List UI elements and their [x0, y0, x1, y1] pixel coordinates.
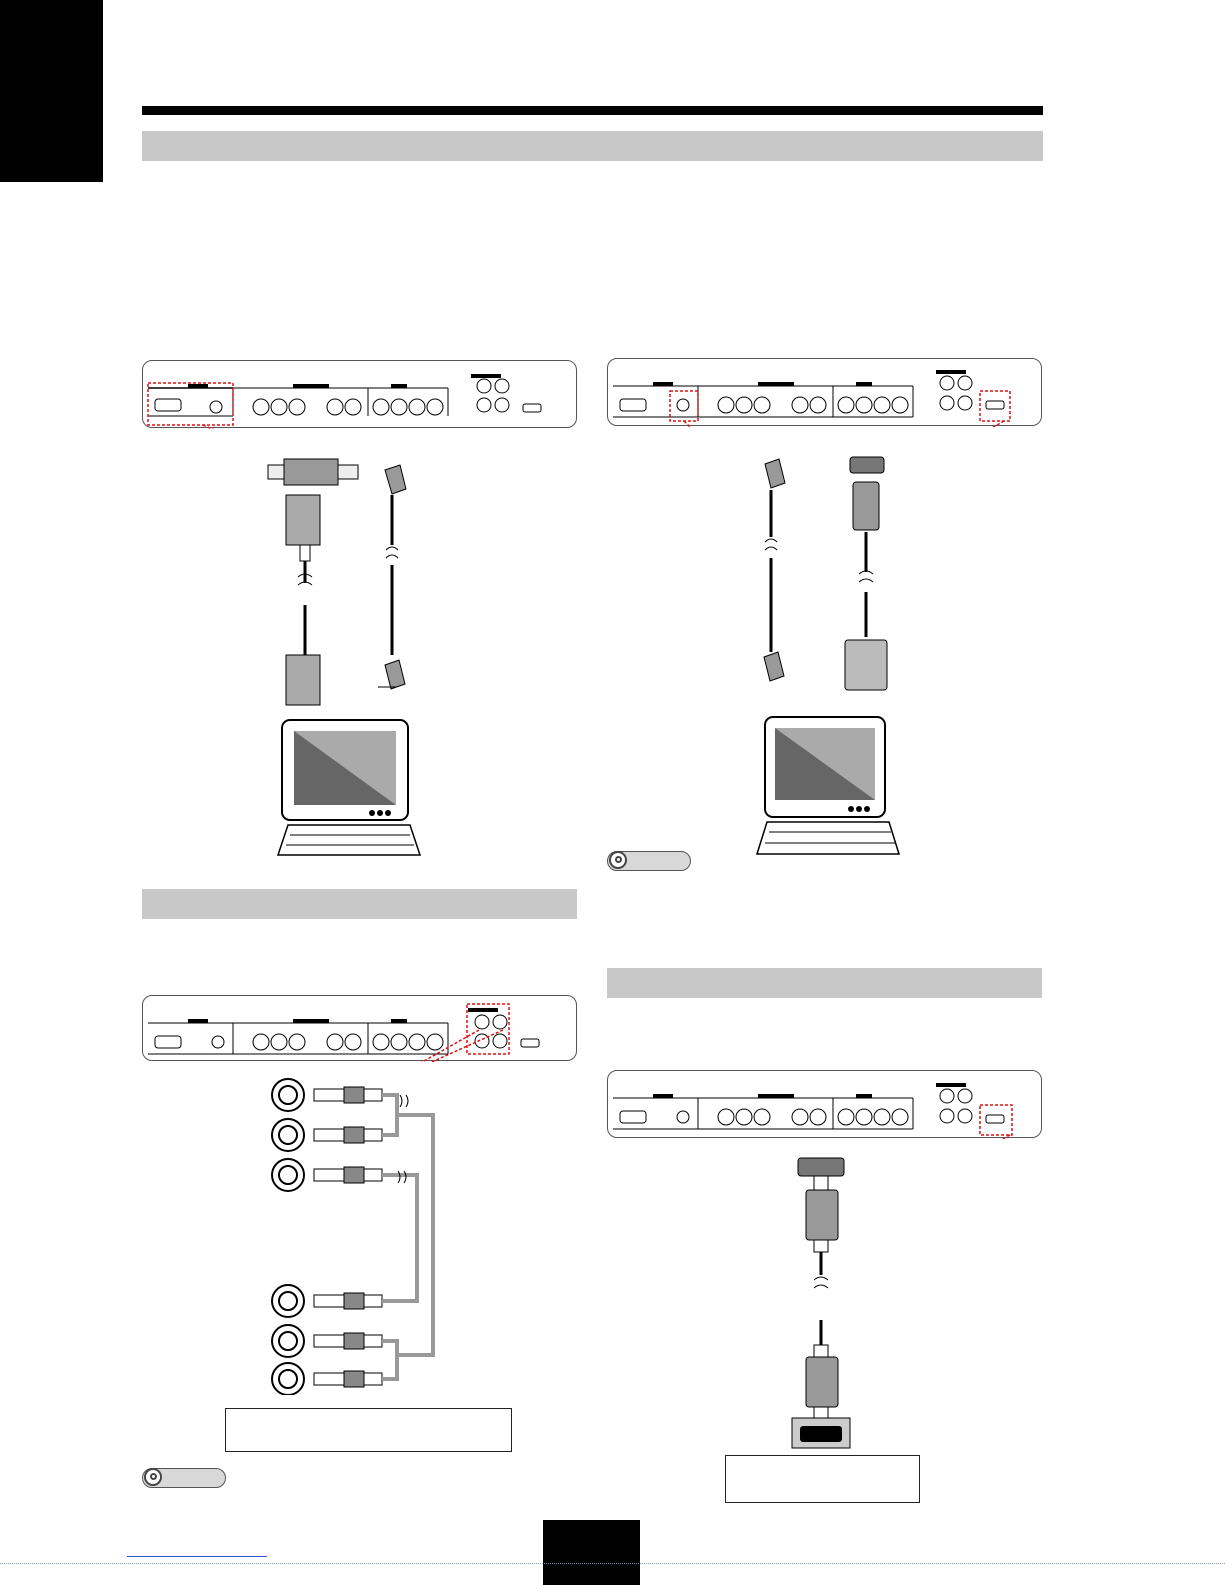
rca-jack-icon — [272, 1079, 304, 1395]
language-tab — [0, 0, 103, 182]
tv-back-panel-hdmi — [607, 1070, 1042, 1138]
hdmi-connector-icon — [845, 457, 887, 690]
tv-back-panel-audio-out — [142, 995, 577, 1061]
note-icon — [609, 851, 627, 869]
audio-jack-icon — [764, 459, 785, 681]
note-icon — [144, 1468, 162, 1486]
pc-hdmi-cable-illustration — [745, 452, 925, 860]
pc-vga-cable-illustration — [260, 455, 440, 875]
hdmi-cable-illustration — [790, 1150, 860, 1450]
keyboard-icon — [278, 825, 420, 855]
tv-back-panel-pc-vga — [142, 360, 577, 428]
note-badge-pc — [607, 851, 691, 871]
monitor-icon — [765, 717, 885, 817]
audio-device-label-box — [225, 1408, 512, 1452]
section-bar-hdmi — [607, 968, 1042, 998]
note-badge-audio — [142, 1468, 226, 1488]
hdmi-connector-icon — [792, 1158, 850, 1448]
monitor-icon — [282, 720, 408, 820]
section-bar-audio-out — [142, 889, 577, 919]
keyboard-icon — [757, 822, 899, 854]
page-number-tab — [543, 1520, 640, 1585]
footer-dotted-rule — [0, 1563, 1225, 1564]
vga-connector-icon — [268, 459, 358, 705]
title-rule — [142, 106, 1043, 115]
audio-out-cable-illustration — [270, 1075, 450, 1395]
audio-jack-icon — [378, 465, 406, 689]
tv-back-panel-pc-hdmi — [607, 358, 1042, 426]
hdmi-device-label-box — [725, 1455, 920, 1503]
footer-link-underline[interactable] — [127, 1556, 267, 1557]
section-bar-main — [142, 131, 1043, 161]
